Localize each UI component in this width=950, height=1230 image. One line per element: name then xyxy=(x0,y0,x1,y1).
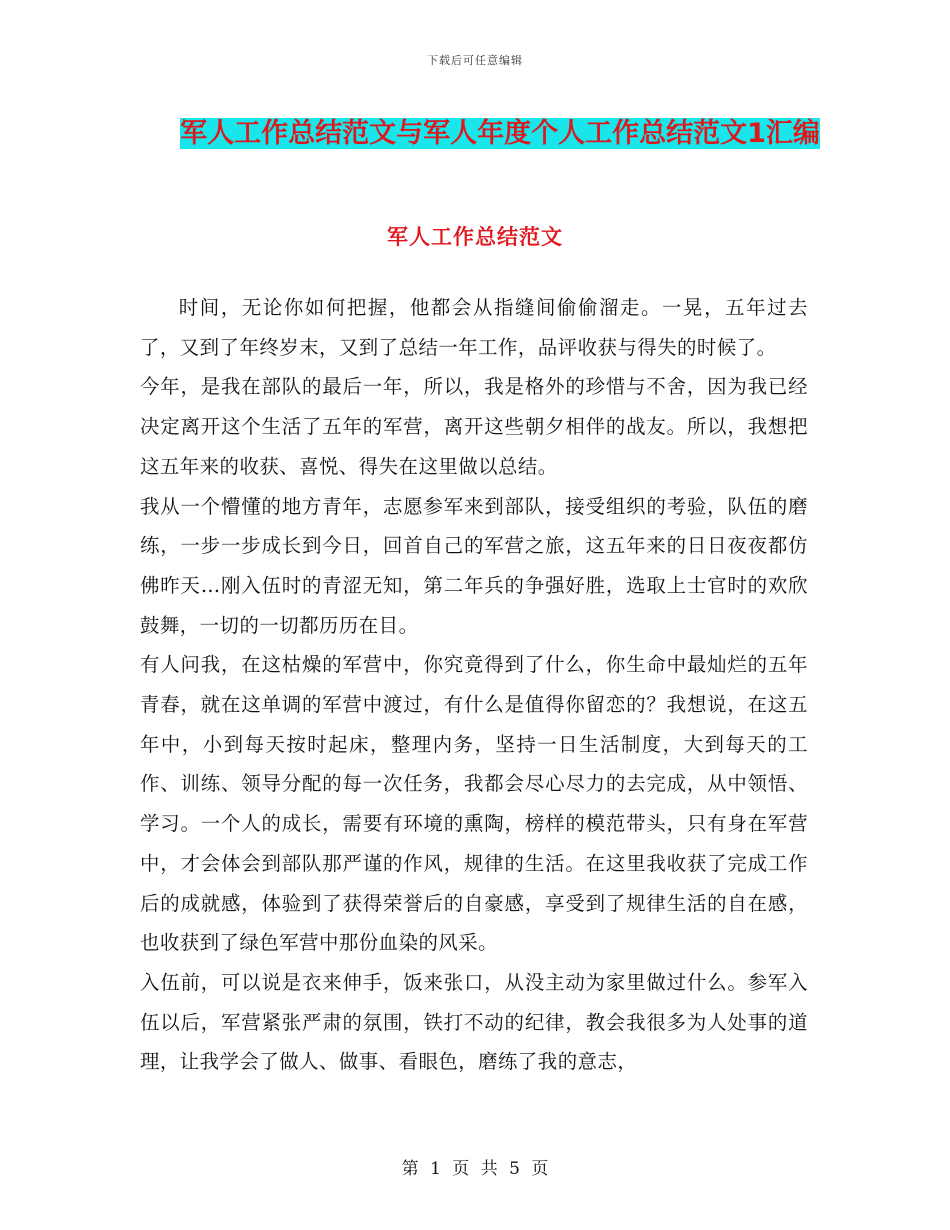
document-title xyxy=(180,112,820,156)
page-number-footer: 第 1 页 共 5 页 xyxy=(401,1159,549,1179)
document-body xyxy=(140,288,808,1082)
paragraph: 今年，是我在部队的最后一年，所以，我是格外的珍惜与不舍，因为我已经决定离开这个生活了五年的军营，离开这些朝夕相伴的战友。所以，我想把这五年来的收获、喜悦、得失在这里做以总结。 xyxy=(140,375,808,478)
paragraph: 有人问我，在这枯燥的军营中，你究竟得到了什么，你生命中最灿烂的五年青春，就在这单调的军营中渡过，有什么是值得你留恋的？我想说，在这五年中，小到每天按时起床，整理内务，坚持一日生活制度，大到每天的工作、训练、领导分配的每一次任务，我都会尽心尽力的去完成，从中领悟、学习。一个人的成长，需要有环境的熏陶，榜样的模范带头，只有身在军营中，才会体会到部队那严谨的作风，规律的生活。在这里我收获了完成工作后的成就感，体验到了获得荣誉后的自豪感，享受到了规律生活的自在感，也收获到了绿色军营中那份血染的风采。 xyxy=(140,653,808,955)
paragraph: 我从一个懵懂的地方青年，志愿参军来到部队，接受组织的考验，队伍的磨练，一步一步成长到今日，回首自己的军营之旅，这五年来的日日夜夜都仿佛昨天…刚入伍时的青涩无知，第二年兵的争强好胜，选取上士官时的欢欣鼓舞，一切的一切都历历在目。 xyxy=(140,494,808,637)
document-title-text: 军人工作总结范文与军人年度个人工作总结范文1汇编 xyxy=(180,118,820,149)
paragraph: 时间，无论你如何把握，他都会从指缝间偷偷溜走。一晃，五年过去了，又到了年终岁末，又到了总结一年工作，品评收获与得失的时候了。 xyxy=(140,296,808,359)
page-header-note: 下载后可任意编辑 xyxy=(427,54,523,67)
paragraph: 入伍前，可以说是衣来伸手，饭来张口，从没主动为家里做过什么。参军入伍以后，军营紧张严肃的氛围，铁打不动的纪律，教会我很多为人处事的道理，让我学会了做人、做事、看眼色，磨练了我的意志， xyxy=(140,970,808,1074)
section-title: 军人工作总结范文 xyxy=(387,225,563,249)
